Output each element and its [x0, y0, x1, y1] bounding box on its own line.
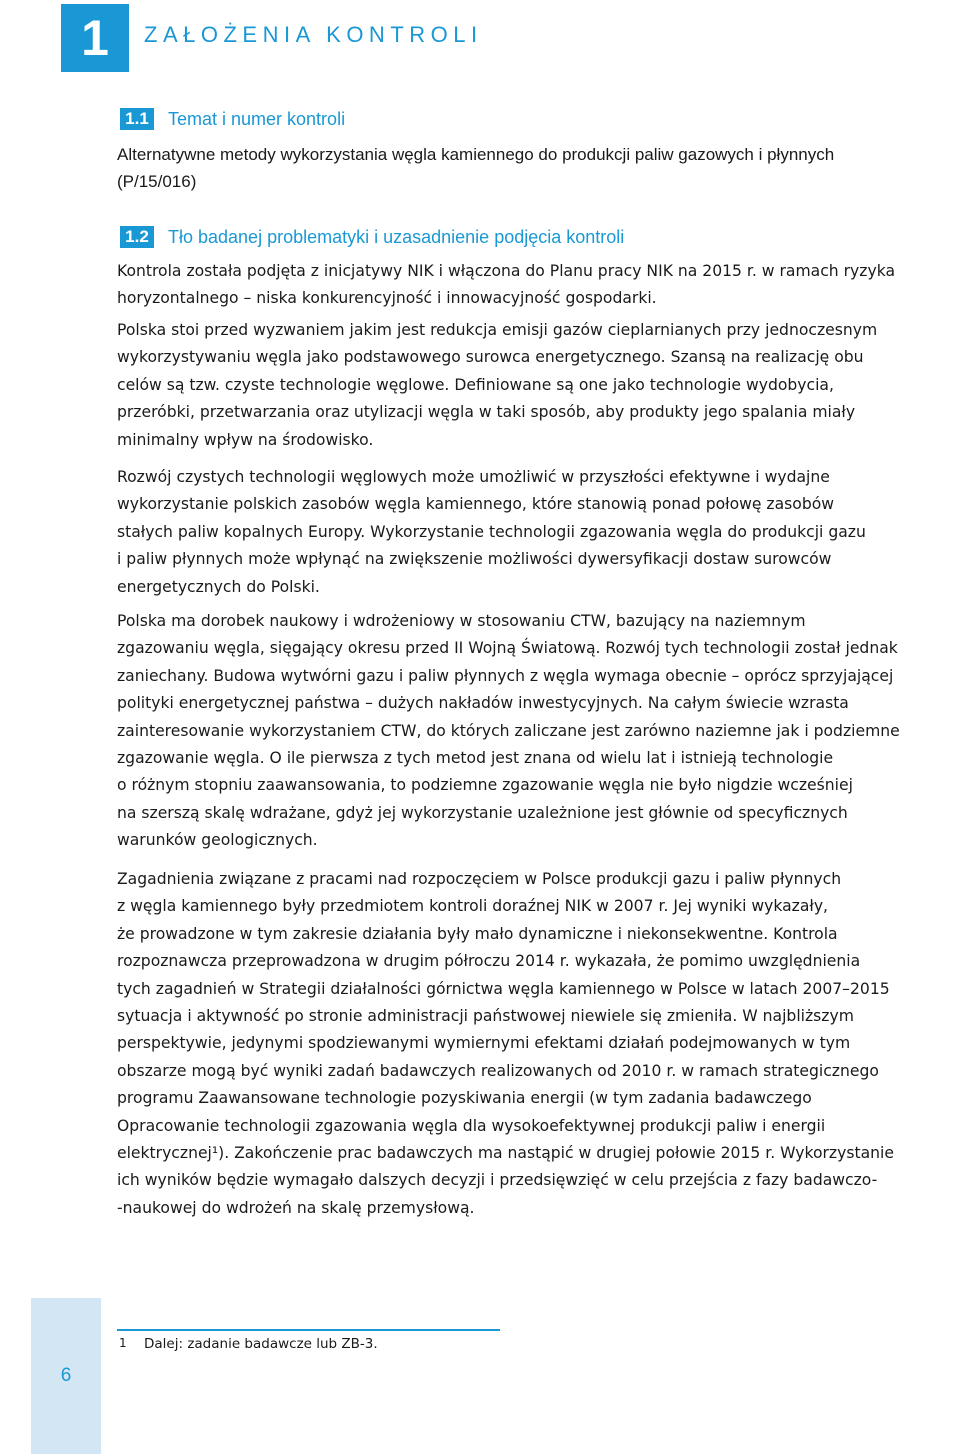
text-line: polityki energetycznej państwa – dużych nakładów inwestycyjnych. Na całym świecie wzrasta — [117, 694, 849, 713]
text-line: Alternatywne metody wykorzystania węgla kamiennego do produkcji paliw gazowych i płynnych — [117, 145, 835, 164]
footnote-text: Dalej: zadanie badawcze lub ZB-3. — [144, 1336, 378, 1352]
text-line: sytuacja i aktywność po stronie administracji państwowej niewiele się zmieniła. W najbliższym — [117, 1007, 854, 1026]
chapter-number-box: 1 — [61, 4, 129, 72]
text-line: celów są tzw. czyste technologie węglowe. Definiowane są one jako technologie wydobycia, — [117, 375, 834, 394]
chapter-title: ZAŁOŻENIA KONTROLI — [144, 22, 483, 47]
text-line: że prowadzone w tym zakresie działania były mało dynamiczne i niekonsekwentne. Kontrola — [117, 924, 838, 943]
text-line: ich wyników będzie wymagało dalszych decyzji i przedsięwzięć w celu przejścia z fazy badawczo- — [117, 1171, 878, 1190]
text-line: elektrycznej¹). Zakończenie prac badawczych ma nastąpić w drugiej połowie 2015 r. Wykorzystanie — [117, 1144, 894, 1163]
text-line: zgazowaniu węgla, sięgający okresu przed II Wojną Światową. Rozwój tych technologii został jednak — [117, 639, 898, 658]
text-line: zaniechany. Budowa wytwórni gazu i paliw płynnych z węgla wymaga obecnie – oprócz sprzyjającej — [117, 666, 894, 685]
text-line: obszarze mogą być wyniki zadań badawczych realizowanych od 2010 r. w ramach strategicznego — [117, 1061, 879, 1080]
section-title-1-2: Tło badanej problematyki i uzasadnienie podjęcia kontroli — [168, 227, 625, 247]
text-line: wykorzystywaniu węgla jako podstawowego surowca energetycznego. Szansą na realizację obu — [117, 348, 864, 367]
text-line: minimalny wpływ na środowisko. — [117, 430, 374, 449]
text-line: Rozwój czystych technologii węglowych może umożliwić w przyszłości efektywne i wydajne — [117, 468, 830, 486]
text-line: horyzontalnego – niska konkurencyjność i innowacyjność gospodarki. — [117, 289, 657, 308]
paragraph — [117, 464, 959, 601]
text-line: stałych paliw kopalnych Europy. Wykorzystanie technologii zgazowania węgla do produkcji gazu — [117, 522, 866, 541]
paragraph — [117, 258, 959, 313]
paragraph — [117, 317, 959, 454]
page-number: 6 — [31, 1298, 101, 1454]
section-number-1-2: 1.2 — [120, 226, 154, 248]
text-line: przeróbki, przetwarzania oraz utylizacji węgla w taki sposób, aby produkty jego spalania miały — [117, 403, 856, 422]
paragraph — [117, 608, 959, 855]
text-line: Polska stoi przed wyzwaniem jakim jest redukcja emisji gazów cieplarnianych przy jednoczesnym — [117, 321, 878, 339]
text-line: Polska ma dorobek naukowy i wdrożeniowy w stosowaniu CTW, bazujący na naziemnym — [117, 612, 806, 630]
text-line: energetycznych do Polski. — [117, 577, 320, 596]
text-line: programu Zaawansowane technologie pozyskiwania energii (w tym zadania badawczego — [117, 1089, 812, 1108]
text-line: Opracowanie technologii zgazowania węgla dla wysokoefektywnej produkcji paliw i energii — [117, 1116, 826, 1135]
text-line: o różnym stopniu zaawansowania, to podziemne zgazowanie węgla nie było nigdzie wcześniej — [117, 776, 853, 795]
text-line: na szerszą skalę wdrażane, gdyż jej wykorzystanie uzależnione jest głównie od specyficznych — [117, 803, 848, 822]
topic-text — [117, 141, 959, 196]
text-line: tych zagadnień w Strategii działalności górnictwa węgla kamiennego w Polsce w latach 2007–2015 — [117, 979, 890, 998]
text-line: perspektywie, jedynymi spodziewanymi wymiernymi efektami działań podejmowanych w tym — [117, 1034, 851, 1053]
text-line: -naukowej do wdrożeń na skalę przemysłową. — [117, 1198, 475, 1217]
footnote-marker: 1 — [119, 1336, 127, 1350]
section-title-1-1: Temat i numer kontroli — [168, 109, 346, 129]
text-line: zgazowanie węgla. O ile pierwsza z tych metod jest znana od wielu lat i istnieją technologie — [117, 749, 834, 768]
text-line: warunków geologicznych. — [117, 831, 318, 850]
text-line: wykorzystanie polskich zasobów węgla kamiennego, które stanowią ponad połowę zasobów — [117, 495, 835, 514]
text-line: rozpoznawcza przeprowadzona w drugim półroczu 2014 r. wykazała, że pomimo uwzględnienia — [117, 952, 861, 971]
section-number-1-1: 1.1 — [120, 108, 154, 130]
text-line: Zagadnienia związane z pracami nad rozpoczęciem w Polsce produkcji gazu i paliw płynnych — [117, 870, 842, 888]
text-line: z węgla kamiennego były przedmiotem kontroli doraźnej NIK w 2007 r. Jej wyniki wykazały, — [117, 897, 829, 916]
text-line: Kontrola została podjęta z inicjatywy NIK i włączona do Planu pracy NIK na 2015 r. w ramach ryzyka — [117, 262, 896, 280]
paragraph — [117, 866, 959, 1222]
text-line: (P/15/016) — [117, 172, 197, 192]
text-line: i paliw płynnych może wpłynąć na zwiększenie możliwości dywersyfikacji dostaw surowców — [117, 550, 832, 569]
text-line: zainteresowanie wykorzystaniem CTW, do których zaliczane jest zarówno naziemne jak i podziemne — [117, 721, 900, 740]
footnote-divider — [117, 1329, 500, 1331]
